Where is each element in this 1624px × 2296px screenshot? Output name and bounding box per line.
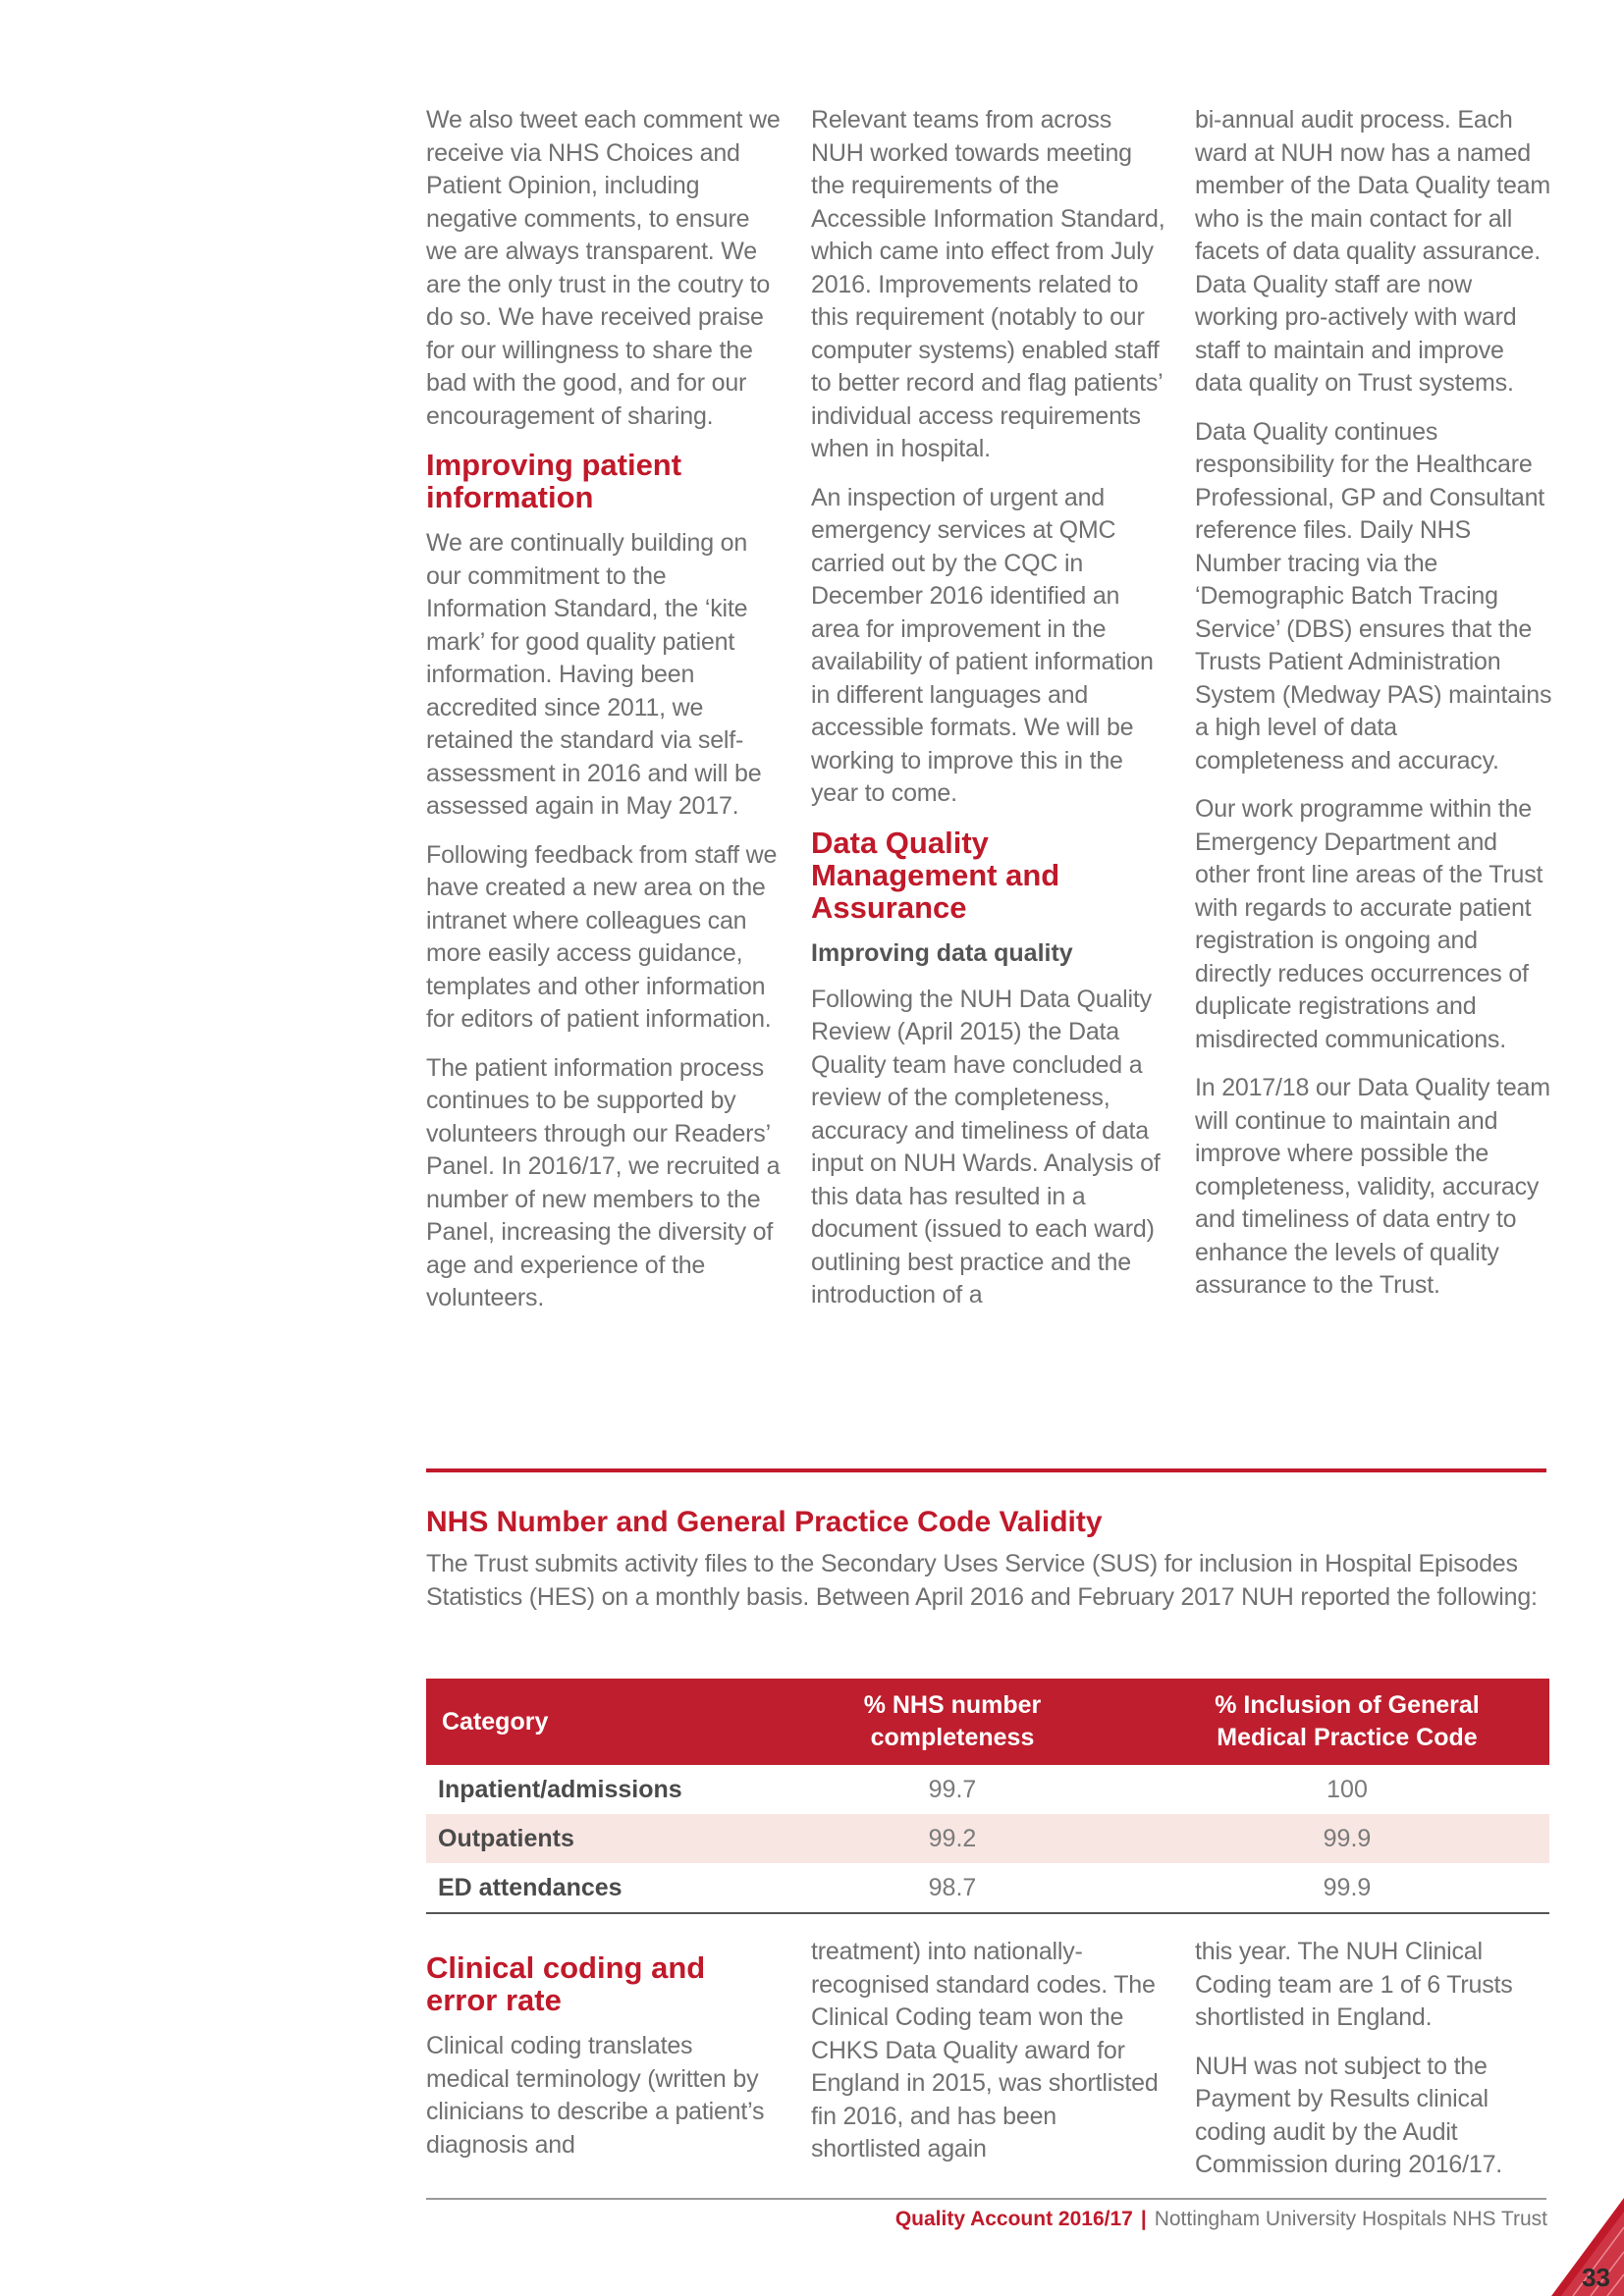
- section-divider: [426, 1468, 1546, 1472]
- col3-paragraph-2: Data Quality continues responsibility for the Healthcare Professional, GP and Consultant reference files. Daily NHS Number tracing via the ‘Demographic Batch Tracing Service’ (DBS) ensures that the Trusts Patient Administration System (Medway PAS) maintains a high level of data completeness and accuracy.: [1195, 417, 1552, 774]
- coding-paragraph-4: NUH was not subject to the Payment by Results clinical coding audit by the Audit Commission during 2016/17.: [1195, 2052, 1503, 2178]
- data-quality-heading: Data Quality Management and Assurance: [811, 825, 1060, 925]
- coding-column-1: [426, 1951, 782, 2177]
- column-2: [811, 104, 1168, 1328]
- nhs-number-section: [426, 1506, 1551, 1629]
- validity-table: [426, 1679, 1549, 1914]
- coding-paragraph-3: this year. The NUH Clinical Coding team are 1 of 6 Trusts shortlisted in England.: [1195, 1938, 1513, 2031]
- table-row: [426, 1765, 1549, 1814]
- coding-column-3: [1195, 1936, 1552, 2198]
- col1-paragraph-3: Following feedback from staff we have created a new area on the intranet where colleagues can more easily access guidance, templates and other information for editors of patient information.: [426, 840, 778, 1033]
- nhs-number-heading: NHS Number and General Practice Code Validity: [426, 1506, 1103, 1538]
- col1-paragraph-1: We also tweet each comment we receive via NHS Choices and Patient Opinion, including negative comments, to ensure we are always transparent. We are the only trust in the coutry to do so. We have received praise for our willingness to share the bad with the good, and for our encouragement of sharing.: [426, 106, 781, 430]
- column-3: [1195, 104, 1552, 1318]
- col2-paragraph-2: An inspection of urgent and emergency services at QMC carried out by the CQC in December 2016 identified an area for improvement in the availability of patient information in different languages and accessible formats. We will be working to improve this in the year to come.: [811, 483, 1154, 807]
- col1-paragraph-4: The patient information process continues to be supported by volunteers through our Readers’ Panel. In 2016/17, we recruited a number of new members to the Panel, increasing the diversity of age and experience of the volunteers.: [426, 1053, 781, 1311]
- col3-paragraph-3: Our work programme within the Emergency Department and other front line areas of the Trust with regards to accurate patient registration is ongoing and directly reduces occurrences of duplicate registrations and misdirected communications.: [1195, 795, 1543, 1053]
- page-number: 33: [1582, 2263, 1610, 2292]
- table-header-row: [426, 1679, 1549, 1765]
- footer-organisation: Nottingham University Hospitals NHS Trust: [1154, 2208, 1547, 2230]
- row-category: ED attendances: [438, 1873, 623, 1901]
- footer-rule: [426, 2198, 1546, 2200]
- row-nhs-value: 98.7: [928, 1873, 977, 1901]
- row-gp-value: 100: [1326, 1775, 1368, 1803]
- category-column-header: Category: [426, 1679, 760, 1765]
- nhs-completeness-column-header: % NHS number completeness: [760, 1679, 1145, 1765]
- table-row: [426, 1863, 1549, 1913]
- footer: [895, 2205, 1547, 2234]
- col2-paragraph-3: Following the NUH Data Quality Review (April 2015) the Data Quality team have concluded a review of the completeness, accuracy and timeliness of data input on NUH Wards. Analysis of this data has resulted in a document (issued to each ward) outlining best practice and the introduction of a: [811, 985, 1161, 1308]
- col3-paragraph-1: bi-annual audit process. Each ward at NUH now has a named member of the Data Quality team who is the main contact for all facets of data quality assurance. Data Quality staff are now working pro-actively with ward staff to maintain and improve data quality on Trust systems.: [1195, 106, 1551, 397]
- row-nhs-value: 99.7: [928, 1775, 977, 1803]
- gp-code-column-header: % Inclusion of General Medical Practice Code: [1145, 1679, 1549, 1765]
- improving-data-quality-subheading: Improving data quality: [811, 938, 1073, 967]
- row-gp-value: 99.9: [1323, 1873, 1372, 1901]
- column-1: [426, 104, 782, 1331]
- clinical-coding-heading: Clinical coding and error rate: [426, 1950, 706, 2017]
- coding-column-2: [811, 1936, 1168, 2182]
- coding-paragraph-2: treatment) into nationally-recognised standard codes. The Clinical Coding team won the CHKS Data Quality award for England in 2015, was shortlisted fin 2016, and has been shortlisted again: [811, 1938, 1159, 2163]
- nhs-number-intro: The Trust submits activity files to the Secondary Uses Service (SUS) for inclusion in Hospital Episodes Statistics (HES) on a monthly basis. Between April 2016 and February 2017 NUH reported the following:: [426, 1550, 1538, 1611]
- col2-paragraph-1: Relevant teams from across NUH worked towards meeting the requirements of the Accessible Information Standard, which came into effect from July 2016. Improvements related to this requirement (notably to our computer systems) enabled staff to better record and flag patients’ individual access requirements when in hospital.: [811, 106, 1165, 462]
- improving-patient-information-heading: Improving patient information: [426, 448, 682, 514]
- col1-paragraph-2: We are continually building on our commitment to the Information Standard, the ‘kite mark’ for good quality patient information. Having been accredited since 2011, we retained the standard via self-assessment in 2016 and will be assessed again in May 2017.: [426, 529, 762, 820]
- footer-separator: |: [1140, 2208, 1147, 2230]
- row-nhs-value: 99.2: [760, 1814, 1145, 1863]
- table-row: [426, 1814, 1549, 1863]
- coding-paragraph-1: Clinical coding translates medical terminology (written by clinicians to describe a patient’s diagnosis and: [426, 2032, 765, 2159]
- footer-title: Quality Account 2016/17: [894, 2208, 1133, 2230]
- col3-paragraph-4: In 2017/18 our Data Quality team will continue to maintain and improve where possible the completeness, validity, accuracy and timeliness of data entry to enhance the levels of quality assurance to the Trust.: [1195, 1074, 1550, 1299]
- row-gp-value: 99.9: [1145, 1814, 1549, 1863]
- row-category: Inpatient/admissions: [438, 1775, 682, 1803]
- row-category: Outpatients: [426, 1814, 760, 1863]
